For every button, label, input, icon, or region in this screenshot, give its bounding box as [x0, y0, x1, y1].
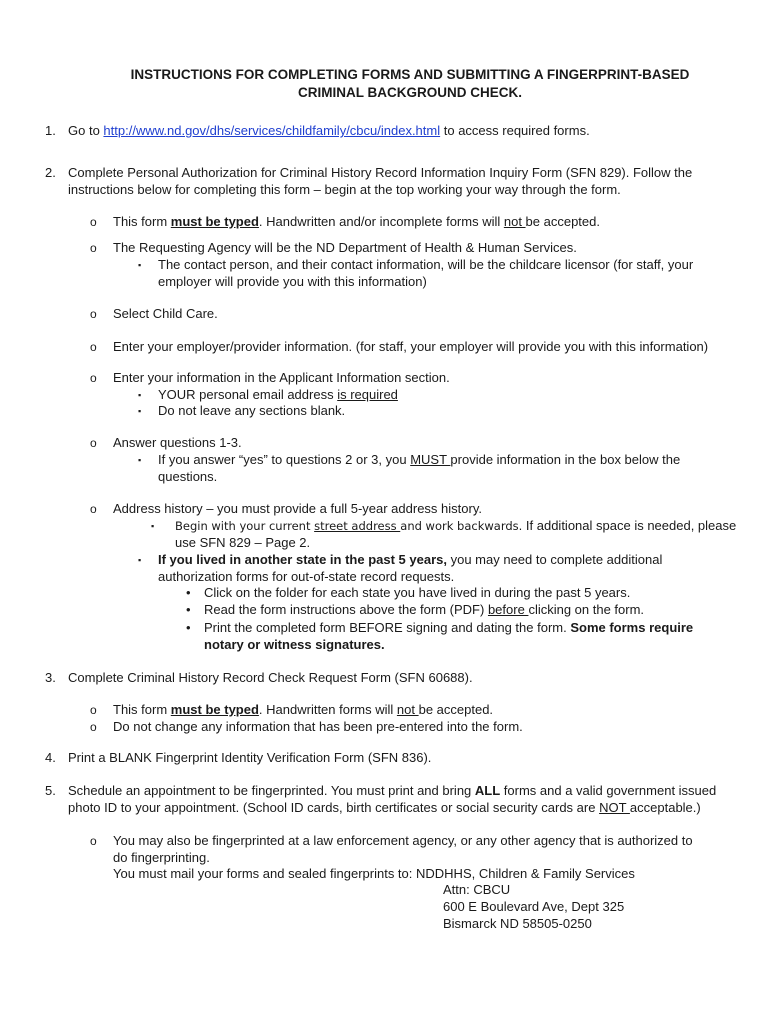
sub-other-state-cont: authorization forms for out-of-state record requests. — [158, 569, 455, 584]
text-segment: Print the completed form BEFORE signing and dating the form. — [204, 620, 571, 635]
text-segment: forms and a valid government issued — [500, 783, 717, 798]
bullet-print-completed-cont: notary or witness signatures. — [204, 637, 385, 652]
circle-bullet: o — [90, 703, 97, 717]
text-segment: Begin with your current — [175, 519, 315, 533]
emphasis-other-state: If you lived in another state in the past 5 years, — [158, 552, 447, 567]
mailing-address-attn: Attn: CBCU — [443, 882, 511, 897]
document-title-line1: INSTRUCTIONS FOR COMPLETING FORMS AND SUBMITTING A FINGERPRINT-BASED — [130, 67, 690, 82]
step-1-text — [68, 122, 590, 139]
square-bullet-small: ▪ — [151, 521, 155, 531]
text-segment: provide information in the box below the — [450, 452, 681, 467]
item-requesting-agency: The Requesting Agency will be the ND Department of Health & Human Services. — [113, 240, 577, 255]
mailing-address-city: Bismarck ND 58505-0250 — [443, 916, 592, 931]
text-segment: . Handwritten forms will — [258, 702, 397, 717]
emphasis-not: not — [396, 702, 419, 717]
text-segment: be accepted. — [418, 702, 494, 717]
bullet-click-folder: Click on the folder for each state you have lived in during the past 5 years. — [204, 585, 631, 600]
circle-bullet: o — [90, 340, 97, 354]
text-segment: photo ID to your appointment. (School ID cards, birth certificates or social security cards are — [68, 800, 600, 815]
square-bullet: ▪ — [138, 555, 142, 565]
circle-bullet: o — [90, 215, 97, 229]
step-5-line2 — [68, 799, 701, 816]
square-bullet: ▪ — [138, 455, 142, 465]
step-3-no-change: Do not change any information that has been pre-entered into the form. — [113, 719, 523, 734]
circle-bullet: o — [90, 502, 97, 516]
item-applicant-info: Enter your information in the Applicant Information section. — [113, 370, 450, 385]
emphasis-some-forms: Some forms require — [570, 620, 694, 635]
emphasis-not: NOT — [599, 800, 630, 815]
sub-no-blank: Do not leave any sections blank. — [158, 403, 346, 418]
forms-link[interactable]: http://www.nd.gov/dhs/services/childfamily/cbcu/index.html — [103, 123, 441, 138]
item-must-be-typed — [113, 213, 600, 230]
dot-bullet: • — [186, 602, 191, 617]
emphasis-street-address: street address — [314, 519, 401, 533]
step-3-number: 3. — [45, 670, 56, 685]
step-5-item-line1: You may also be fingerprinted at a law enforcement agency, or any other agency that is authorized to — [113, 833, 693, 848]
step-3-text: Complete Criminal History Record Check Request Form (SFN 60688). — [68, 670, 473, 685]
sub-contact-person: The contact person, and their contact information, will be the childcare licensor (for staff, your — [158, 257, 694, 272]
emphasis-must-be-typed: must be typed — [170, 214, 259, 229]
text-segment: If you answer “yes” to questions 2 or 3, you — [158, 452, 411, 467]
text-segment: This form — [113, 702, 171, 717]
square-bullet: ▪ — [138, 406, 142, 416]
circle-bullet: o — [90, 307, 97, 321]
emphasis-not: not — [503, 214, 526, 229]
circle-bullet: o — [90, 371, 97, 385]
step-5-number: 5. — [45, 783, 56, 798]
text-segment: clicking on the form. — [528, 602, 645, 617]
sub-other-state — [158, 551, 742, 568]
step-3-must-be-typed — [113, 701, 493, 718]
circle-bullet: o — [90, 834, 97, 848]
square-bullet: ▪ — [138, 390, 142, 400]
emphasis-is-required: is required — [337, 387, 398, 402]
dot-bullet: • — [186, 620, 191, 635]
emphasis-must-be-typed: must be typed — [170, 702, 259, 717]
step-5-line1 — [68, 782, 716, 799]
sub-email-required — [158, 386, 398, 403]
text-segment: . Handwritten and/or incomplete forms will — [258, 214, 504, 229]
text-segment: If additional space is needed, please — [522, 518, 737, 533]
item-employer-info: Enter your employer/provider information. (for staff, your employer will provide you with this information) — [113, 339, 709, 354]
bullet-print-completed — [204, 619, 693, 636]
sub-answer-yes-cont: questions. — [158, 469, 218, 484]
sub-answer-yes — [158, 451, 742, 468]
step-4-text: Print a BLANK Fingerprint Identity Verification Form (SFN 836). — [68, 750, 432, 765]
step-4-number: 4. — [45, 750, 56, 765]
document-title-line2: CRIMINAL BACKGROUND CHECK. — [298, 85, 522, 100]
step-2-line1: Complete Personal Authorization for Criminal History Record Information Inquiry Form (SFN 829). Follow the — [68, 165, 693, 180]
emphasis-must: MUST — [410, 452, 451, 467]
dot-bullet: • — [186, 585, 191, 600]
text-segment: you may need to complete additional — [446, 552, 663, 567]
step-5-item-line2: do fingerprinting. — [113, 850, 210, 865]
text-segment: YOUR personal email address — [158, 387, 338, 402]
emphasis-before: before — [487, 602, 529, 617]
text-segment: be accepted. — [525, 214, 600, 229]
circle-bullet: o — [90, 241, 97, 255]
step-2-number: 2. — [45, 165, 56, 180]
item-address-history: Address history – you must provide a full 5-year address history. — [113, 501, 482, 516]
text-segment: Read the form instructions above the form (PDF) — [204, 602, 488, 617]
step-1-number: 1. — [45, 123, 56, 138]
text-segment: Schedule an appointment to be fingerprinted. You must print and bring — [68, 783, 475, 798]
mailing-address-street: 600 E Boulevard Ave, Dept 325 — [443, 899, 625, 914]
step-1-pre: Go to — [68, 123, 104, 138]
bullet-read-instructions — [204, 601, 644, 618]
sub-begin-current — [175, 517, 736, 535]
step-1-post: to access required forms. — [440, 123, 590, 138]
circle-bullet: o — [90, 436, 97, 450]
text-segment: acceptable.) — [629, 800, 701, 815]
circle-bullet: o — [90, 720, 97, 734]
item-answer-questions: Answer questions 1-3. — [113, 435, 242, 450]
sub-begin-current-cont: use SFN 829 – Page 2. — [175, 535, 311, 550]
square-bullet: ▪ — [138, 260, 142, 270]
sub-contact-person-cont: employer will provide you with this information) — [158, 274, 427, 289]
text-segment: This form — [113, 214, 171, 229]
step-2-line2: instructions below for completing this form – begin at the top working your way through the form. — [68, 182, 621, 197]
step-5-item-line3: You must mail your forms and sealed fingerprints to: NDDHHS, Children & Family Services — [113, 866, 635, 881]
emphasis-all: ALL — [474, 783, 501, 798]
item-select-child-care: Select Child Care. — [113, 306, 218, 321]
text-segment: and work backwards. — [400, 519, 523, 533]
